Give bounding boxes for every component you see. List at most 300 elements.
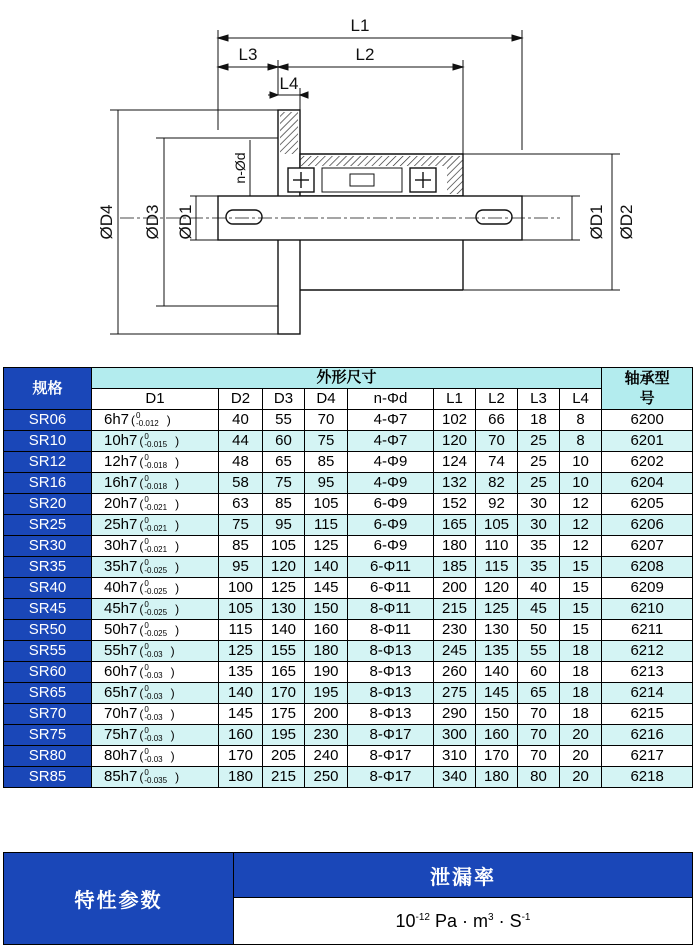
d2-cell: 125 (219, 641, 263, 662)
tolerance-lower: -0.035 (144, 776, 168, 786)
l1-cell: 180 (434, 536, 476, 557)
l3-cell: 18 (518, 410, 560, 431)
tolerance-lower: -0.03 (144, 713, 163, 723)
d1-value: 80h7 (104, 747, 138, 764)
header-model: 规格 (4, 368, 92, 410)
l1-cell: 290 (434, 704, 476, 725)
model-cell: SR40 (4, 578, 92, 599)
tolerance-lower: -0.012 (136, 419, 159, 429)
d1-cell: 55h7 ( 0 -0.03 ) (92, 641, 219, 662)
tolerance-upper: 0 (144, 600, 149, 610)
tolerance-upper: 0 (144, 474, 149, 484)
nd-cell: 6-Φ11 (348, 557, 434, 578)
header-dimensions: 外形尺寸 (92, 368, 602, 389)
tolerance-upper: 0 (144, 747, 149, 757)
d2-cell: 140 (219, 683, 263, 704)
bearing-cell: 6216 (602, 725, 693, 746)
d1-value: 65h7 (104, 684, 138, 701)
tolerance-upper: 0 (144, 432, 149, 442)
l3-cell: 50 (518, 620, 560, 641)
l3-cell: 70 (518, 725, 560, 746)
d1-value: 55h7 (104, 642, 138, 659)
table-row (4, 410, 693, 431)
nd-cell: 6-Φ9 (348, 515, 434, 536)
l2-cell: 145 (476, 683, 518, 704)
d1-cell: 85h7 ( 0 -0.035 ) (92, 767, 219, 788)
l3-cell: 35 (518, 557, 560, 578)
technical-drawing (0, 0, 695, 350)
d3-cell: 85 (263, 494, 305, 515)
tolerance-upper: 0 (144, 642, 149, 652)
d1-value: 16h7 (104, 474, 138, 491)
tolerance-upper: 0 (144, 558, 149, 568)
model-cell: SR75 (4, 725, 92, 746)
label-d1-left: ØD1 (176, 204, 195, 240)
characteristics-label: 特性参数 (4, 853, 234, 945)
model-cell: SR10 (4, 431, 92, 452)
spec-table (3, 367, 693, 788)
l1-cell: 132 (434, 473, 476, 494)
d1-cell: 60h7 ( 0 -0.03 ) (92, 662, 219, 683)
l4-cell: 20 (560, 746, 602, 767)
model-cell: SR65 (4, 683, 92, 704)
d1-cell: 10h7 ( 0 -0.015 ) (92, 431, 219, 452)
bearing-cell: 6202 (602, 452, 693, 473)
d4-cell: 85 (305, 452, 348, 473)
d1-value: 25h7 (104, 516, 138, 533)
tolerance-lower: -0.025 (144, 629, 168, 639)
d4-cell: 160 (305, 620, 348, 641)
model-cell: SR25 (4, 515, 92, 536)
nd-cell: 8-Φ11 (348, 620, 434, 641)
d2-cell: 58 (219, 473, 263, 494)
leak-rate-unit-m-exp: 3 (488, 911, 494, 923)
l3-cell: 45 (518, 599, 560, 620)
tolerance-upper: 0 (144, 705, 149, 715)
nd-cell: 8-Φ13 (348, 662, 434, 683)
d1-cell: 25h7 ( 0 -0.021 ) (92, 515, 219, 536)
d3-cell: 55 (263, 410, 305, 431)
table-row (4, 578, 693, 599)
nd-cell: 8-Φ13 (348, 704, 434, 725)
d1-cell: 12h7 ( 0 -0.018 ) (92, 452, 219, 473)
tolerance-lower: -0.025 (144, 587, 168, 597)
d4-cell: 75 (305, 431, 348, 452)
d3-cell: 105 (263, 536, 305, 557)
tolerance-upper: 0 (144, 516, 149, 526)
bearing-cell: 6209 (602, 578, 693, 599)
model-cell: SR35 (4, 557, 92, 578)
bearing-cell: 6204 (602, 473, 693, 494)
header-bearing: 轴承型号 (602, 368, 693, 410)
tolerance-lower: -0.03 (144, 650, 163, 660)
model-cell: SR06 (4, 410, 92, 431)
tolerance-upper: 0 (144, 768, 149, 778)
nd-cell: 4-Φ7 (348, 410, 434, 431)
l1-cell: 215 (434, 599, 476, 620)
d3-cell: 195 (263, 725, 305, 746)
d3-cell: 125 (263, 578, 305, 599)
d2-cell: 95 (219, 557, 263, 578)
tolerance-lower: -0.03 (144, 734, 163, 744)
table-row (4, 515, 693, 536)
d3-cell: 140 (263, 620, 305, 641)
d1-cell: 35h7 ( 0 -0.025 ) (92, 557, 219, 578)
tolerance-upper: 0 (144, 663, 149, 673)
model-cell: SR20 (4, 494, 92, 515)
end-cap-hatch (447, 166, 463, 194)
bearing-right (410, 168, 436, 192)
d2-cell: 100 (219, 578, 263, 599)
d4-cell: 240 (305, 746, 348, 767)
tolerance-lower: -0.021 (144, 524, 168, 534)
d1-value: 10h7 (104, 432, 138, 449)
l4-cell: 18 (560, 641, 602, 662)
housing-hatch (300, 156, 463, 166)
l2-cell: 140 (476, 662, 518, 683)
l2-cell: 120 (476, 578, 518, 599)
d4-cell: 230 (305, 725, 348, 746)
d3-cell: 155 (263, 641, 305, 662)
d2-cell: 105 (219, 599, 263, 620)
bearing-cell: 6217 (602, 746, 693, 767)
d1-cell: 20h7 ( 0 -0.021 ) (92, 494, 219, 515)
label-d4: ØD4 (97, 204, 116, 240)
leak-rate-mantissa: 10 (395, 910, 416, 931)
nd-cell: 8-Φ13 (348, 641, 434, 662)
bearing-cell: 6208 (602, 557, 693, 578)
bearing-cell: 6214 (602, 683, 693, 704)
d4-cell: 95 (305, 473, 348, 494)
tolerance-lower: -0.03 (144, 671, 163, 681)
bearing-cell: 6200 (602, 410, 693, 431)
d4-cell: 250 (305, 767, 348, 788)
label-l2: L2 (355, 45, 375, 64)
tolerance-lower: -0.03 (144, 692, 163, 702)
d1-value: 12h7 (104, 453, 138, 470)
nd-cell: 8-Φ13 (348, 683, 434, 704)
d2-cell: 85 (219, 536, 263, 557)
table-row (4, 704, 693, 725)
leak-rate-header: 泄漏率 (234, 853, 693, 898)
bearing-cell: 6212 (602, 641, 693, 662)
l3-cell: 35 (518, 536, 560, 557)
tolerance-upper: 0 (144, 726, 149, 736)
d3-cell: 175 (263, 704, 305, 725)
l2-cell: 125 (476, 599, 518, 620)
bearing-cell: 6201 (602, 431, 693, 452)
table-row (4, 536, 693, 557)
bearing-cell: 6211 (602, 620, 693, 641)
d4-cell: 145 (305, 578, 348, 599)
d1-cell: 16h7 ( 0 -0.018 ) (92, 473, 219, 494)
d2-cell: 40 (219, 410, 263, 431)
d4-cell: 180 (305, 641, 348, 662)
d2-cell: 170 (219, 746, 263, 767)
l1-cell: 200 (434, 578, 476, 599)
spec-body (4, 410, 693, 788)
l2-cell: 135 (476, 641, 518, 662)
tolerance-lower: -0.018 (144, 482, 168, 492)
table-row (4, 767, 693, 788)
l4-cell: 15 (560, 557, 602, 578)
bearing-cell: 6213 (602, 662, 693, 683)
d1-cell: 70h7 ( 0 -0.03 ) (92, 704, 219, 725)
l4-cell: 8 (560, 431, 602, 452)
magnet-assembly (322, 168, 402, 192)
d2-cell: 180 (219, 767, 263, 788)
nd-cell: 4-Φ9 (348, 473, 434, 494)
d1-cell: 65h7 ( 0 -0.03 ) (92, 683, 219, 704)
bearing-left (288, 168, 314, 192)
d1-value: 50h7 (104, 621, 138, 638)
tolerance-lower: -0.025 (144, 566, 168, 576)
nd-cell: 6-Φ9 (348, 536, 434, 557)
tolerance-lower: -0.015 (144, 440, 168, 450)
model-cell: SR12 (4, 452, 92, 473)
d4-cell: 195 (305, 683, 348, 704)
l2-cell: 150 (476, 704, 518, 725)
column-header: L4 (560, 389, 602, 410)
l1-cell: 340 (434, 767, 476, 788)
tolerance-upper: 0 (144, 495, 149, 505)
tolerance-lower: -0.021 (144, 503, 168, 513)
l4-cell: 10 (560, 473, 602, 494)
model-cell: SR80 (4, 746, 92, 767)
column-header: D2 (219, 389, 263, 410)
l1-cell: 152 (434, 494, 476, 515)
l2-cell: 130 (476, 620, 518, 641)
bearing-cell: 6205 (602, 494, 693, 515)
d1-value: 30h7 (104, 537, 138, 554)
tolerance-upper: 0 (136, 411, 141, 421)
d2-cell: 115 (219, 620, 263, 641)
header-row-1 (4, 368, 693, 389)
l3-cell: 70 (518, 704, 560, 725)
nd-cell: 4-Φ9 (348, 452, 434, 473)
l1-cell: 230 (434, 620, 476, 641)
column-header: n-Φd (348, 389, 434, 410)
table-row (4, 557, 693, 578)
l2-cell: 115 (476, 557, 518, 578)
d1-value: 6h7 (104, 411, 130, 428)
l3-cell: 25 (518, 473, 560, 494)
leak-rate-unit-m: m (473, 910, 489, 931)
d1-value: 75h7 (104, 726, 138, 743)
d1-cell: 75h7 ( 0 -0.03 ) (92, 725, 219, 746)
d1-value: 60h7 (104, 663, 138, 680)
label-holes: n-Ød (232, 152, 248, 184)
tolerance-upper: 0 (144, 621, 149, 631)
l2-cell: 66 (476, 410, 518, 431)
d3-cell: 75 (263, 473, 305, 494)
model-cell: SR60 (4, 662, 92, 683)
leak-rate-exponent: -12 (415, 911, 430, 923)
label-d2: ØD2 (617, 204, 636, 240)
l2-cell: 92 (476, 494, 518, 515)
d3-cell: 120 (263, 557, 305, 578)
nd-cell: 4-Φ7 (348, 431, 434, 452)
l1-cell: 185 (434, 557, 476, 578)
label-l4: L4 (279, 74, 299, 93)
d2-cell: 63 (219, 494, 263, 515)
model-cell: SR50 (4, 620, 92, 641)
d4-cell: 200 (305, 704, 348, 725)
l1-cell: 260 (434, 662, 476, 683)
l1-cell: 102 (434, 410, 476, 431)
l3-cell: 70 (518, 746, 560, 767)
table-row (4, 620, 693, 641)
l1-cell: 245 (434, 641, 476, 662)
l3-cell: 30 (518, 494, 560, 515)
nd-cell: 6-Φ9 (348, 494, 434, 515)
l1-cell: 310 (434, 746, 476, 767)
tolerance-upper: 0 (144, 579, 149, 589)
column-header: L2 (476, 389, 518, 410)
table-row (4, 746, 693, 767)
l4-cell: 18 (560, 704, 602, 725)
table-row (4, 641, 693, 662)
table-row (4, 599, 693, 620)
d1-cell: 40h7 ( 0 -0.025 ) (92, 578, 219, 599)
l4-cell: 8 (560, 410, 602, 431)
leak-rate-unit-s: S (509, 910, 522, 931)
l4-cell: 20 (560, 725, 602, 746)
l4-cell: 12 (560, 536, 602, 557)
d3-cell: 165 (263, 662, 305, 683)
l3-cell: 25 (518, 431, 560, 452)
nd-cell: 8-Φ17 (348, 725, 434, 746)
table-row (4, 473, 693, 494)
d4-cell: 105 (305, 494, 348, 515)
d4-cell: 150 (305, 599, 348, 620)
l4-cell: 20 (560, 767, 602, 788)
model-cell: SR45 (4, 599, 92, 620)
model-cell: SR55 (4, 641, 92, 662)
tolerance-lower: -0.021 (144, 545, 168, 555)
label-l3: L3 (238, 45, 258, 64)
d1-cell: 50h7 ( 0 -0.025 ) (92, 620, 219, 641)
d3-cell: 205 (263, 746, 305, 767)
d4-cell: 70 (305, 410, 348, 431)
tolerance-lower: -0.03 (144, 755, 163, 765)
column-header: D4 (305, 389, 348, 410)
d4-cell: 115 (305, 515, 348, 536)
l3-cell: 60 (518, 662, 560, 683)
d3-cell: 170 (263, 683, 305, 704)
bearing-cell: 6215 (602, 704, 693, 725)
table-row (4, 662, 693, 683)
d1-value: 40h7 (104, 579, 138, 596)
label-d3: ØD3 (143, 204, 162, 240)
d1-cell: 80h7 ( 0 -0.03 ) (92, 746, 219, 767)
d2-cell: 75 (219, 515, 263, 536)
header-row-2 (4, 389, 693, 410)
l2-cell: 170 (476, 746, 518, 767)
l3-cell: 25 (518, 452, 560, 473)
bearing-cell: 6207 (602, 536, 693, 557)
d3-cell: 95 (263, 515, 305, 536)
nd-cell: 8-Φ17 (348, 746, 434, 767)
tolerance-lower: -0.025 (144, 608, 168, 618)
d3-cell: 130 (263, 599, 305, 620)
nd-cell: 6-Φ11 (348, 578, 434, 599)
d4-cell: 125 (305, 536, 348, 557)
d1-value: 85h7 (104, 768, 138, 785)
d1-cell: 30h7 ( 0 -0.021 ) (92, 536, 219, 557)
l4-cell: 15 (560, 599, 602, 620)
model-cell: SR30 (4, 536, 92, 557)
table-row (4, 452, 693, 473)
tolerance-lower: -0.018 (144, 461, 168, 471)
l3-cell: 30 (518, 515, 560, 536)
l2-cell: 82 (476, 473, 518, 494)
nd-cell: 8-Φ11 (348, 599, 434, 620)
column-header: L3 (518, 389, 560, 410)
l1-cell: 124 (434, 452, 476, 473)
l4-cell: 12 (560, 515, 602, 536)
d4-cell: 190 (305, 662, 348, 683)
leak-rate-value: $10^{-12}$ $Pa \cdot m^3 \cdot S^{-1}$ (234, 898, 693, 945)
d2-cell: 145 (219, 704, 263, 725)
leak-rate-unit-s-exp: -1 (521, 911, 531, 923)
d2-cell: 160 (219, 725, 263, 746)
l2-cell: 74 (476, 452, 518, 473)
table-row (4, 431, 693, 452)
d2-cell: 44 (219, 431, 263, 452)
l2-cell: 180 (476, 767, 518, 788)
column-header: D1 (92, 389, 219, 410)
l3-cell: 40 (518, 578, 560, 599)
model-cell: SR16 (4, 473, 92, 494)
d2-cell: 135 (219, 662, 263, 683)
d3-cell: 60 (263, 431, 305, 452)
label-l1: L1 (350, 16, 370, 35)
tolerance-upper: 0 (144, 453, 149, 463)
d3-cell: 215 (263, 767, 305, 788)
table-row (4, 494, 693, 515)
l1-cell: 165 (434, 515, 476, 536)
tolerance-upper: 0 (144, 684, 149, 694)
d4-cell: 140 (305, 557, 348, 578)
model-cell: SR70 (4, 704, 92, 725)
d1-value: 70h7 (104, 705, 138, 722)
bearing-cell: 6206 (602, 515, 693, 536)
l4-cell: 15 (560, 620, 602, 641)
bearing-cell: 6210 (602, 599, 693, 620)
l2-cell: 160 (476, 725, 518, 746)
l3-cell: 80 (518, 767, 560, 788)
l1-cell: 300 (434, 725, 476, 746)
l2-cell: 105 (476, 515, 518, 536)
d1-value: 35h7 (104, 558, 138, 575)
l4-cell: 10 (560, 452, 602, 473)
bearing-cell: 6218 (602, 767, 693, 788)
d1-cell: 45h7 ( 0 -0.025 ) (92, 599, 219, 620)
characteristics-table (3, 852, 693, 945)
column-header: L1 (434, 389, 476, 410)
d2-cell: 48 (219, 452, 263, 473)
l4-cell: 18 (560, 662, 602, 683)
l3-cell: 65 (518, 683, 560, 704)
label-d1-right: ØD1 (587, 204, 606, 240)
leak-rate-unit-pa: Pa (434, 910, 458, 931)
l4-cell: 12 (560, 494, 602, 515)
tolerance-upper: 0 (144, 537, 149, 547)
l2-cell: 110 (476, 536, 518, 557)
d1-value: 20h7 (104, 495, 138, 512)
d3-cell: 65 (263, 452, 305, 473)
